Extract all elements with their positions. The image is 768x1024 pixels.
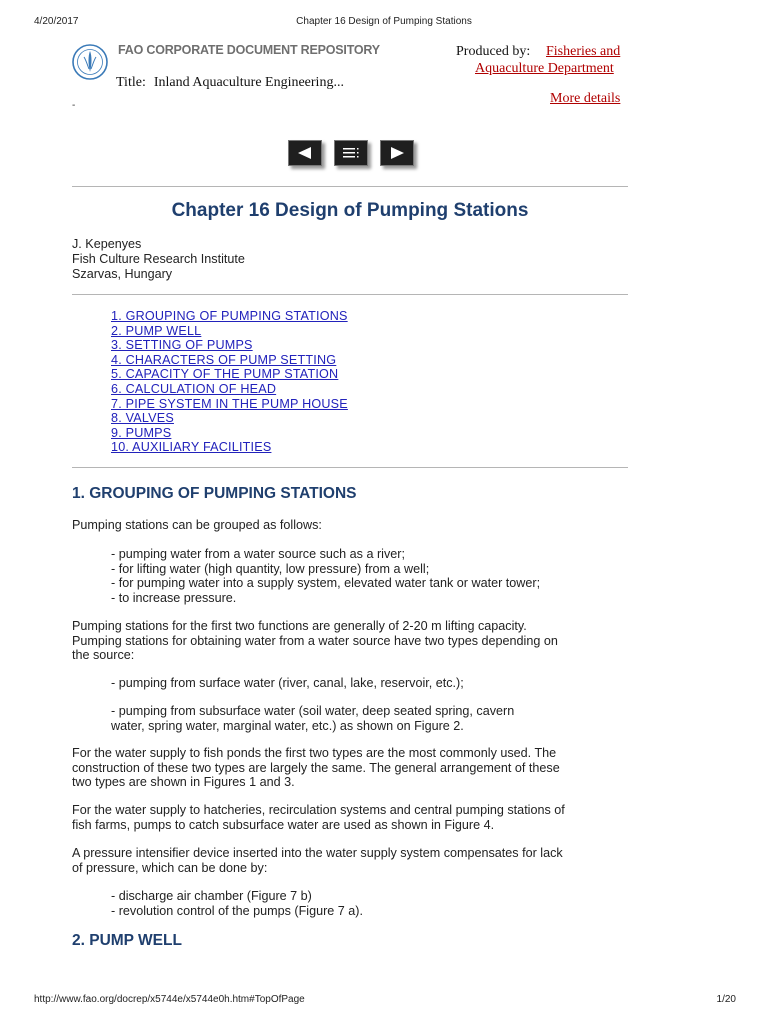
toc-link[interactable]: 8. VALVES — [111, 411, 174, 426]
author-institute: Fish Culture Research Institute — [72, 252, 245, 266]
divider — [72, 186, 628, 187]
next-page-button[interactable] — [380, 140, 414, 166]
author-block — [72, 237, 245, 282]
paragraph-line: the source: — [72, 648, 135, 663]
list-icon — [341, 146, 361, 160]
bullet-list — [111, 889, 363, 918]
list-item: - discharge air chamber (Figure 7 b) — [111, 889, 312, 903]
author-name: J. Kepenyes — [72, 237, 142, 251]
divider — [72, 294, 628, 295]
toc-link[interactable]: 10. AUXILIARY FACILITIES — [111, 440, 272, 455]
toc-link[interactable]: 4. CHARACTERS OF PUMP SETTING — [111, 352, 337, 367]
paragraph-line: construction of these two types are largely the same. The general arrangement of these — [72, 760, 560, 775]
toc-link[interactable]: 5. CAPACITY OF THE PUMP STATION — [111, 367, 339, 382]
paragraph-line: A pressure intensifier device inserted into the water supply system compensates for lack — [72, 846, 563, 860]
list-item: - pumping from subsurface water (soil water, deep seated spring, cavern — [111, 704, 515, 718]
toc-link[interactable]: 1. GROUPING OF PUMPING STATIONS — [111, 309, 348, 323]
left-arrow-icon — [296, 146, 314, 160]
table-of-contents — [111, 309, 348, 455]
list-item: - for pumping water into a supply system, elevated water tank or water tower; — [111, 576, 541, 591]
author-location: Szarvas, Hungary — [72, 267, 173, 281]
list-item: - pumping from surface water (river, canal, lake, reservoir, etc.); — [111, 676, 464, 690]
toc-link[interactable]: 7. PIPE SYSTEM IN THE PUMP HOUSE — [111, 396, 348, 411]
paragraph-line: of pressure, which can be done by: — [72, 860, 268, 875]
paragraph: Pumping stations can be grouped as follows: — [72, 518, 322, 532]
right-arrow-icon — [388, 146, 406, 160]
list-item: - pumping water from a water source such as a river; — [111, 547, 405, 561]
bullet-list — [111, 704, 514, 733]
paragraph-line: two types are shown in Figures 1 and 3. — [72, 775, 295, 790]
separator-dash: - — [72, 100, 76, 111]
title-label: Title: — [116, 75, 146, 90]
section-heading: 2. PUMP WELL — [72, 932, 182, 949]
title-value: Inland Aquaculture Engineering... — [153, 75, 344, 90]
paragraph — [72, 746, 628, 790]
paragraph-line: For the water supply to fish ponds the first two types are the most commonly used. The — [72, 746, 557, 760]
list-item: - for lifting water (high quantity, low pressure) from a well; — [111, 561, 430, 576]
paragraph-line: Pumping stations for the first two functions are generally of 2-20 m lifting capacity. — [72, 619, 527, 633]
divider — [72, 467, 628, 468]
print-date: 4/20/2017 — [34, 16, 79, 27]
produced-by-link-line1[interactable]: Fisheries and — [546, 44, 621, 59]
list-item: - to increase pressure. — [111, 590, 237, 605]
paragraph — [72, 619, 628, 663]
chapter-title: Chapter 16 Design of Pumping Stations — [171, 200, 529, 221]
toc-link[interactable]: 2. PUMP WELL — [111, 323, 202, 338]
toc-link[interactable]: 3. SETTING OF PUMPS — [111, 338, 253, 353]
print-url: http://www.fao.org/docrep/x5744e/x5744e0h.htm#TopOfPage — [34, 994, 305, 1005]
more-details-link[interactable]: More details — [550, 91, 621, 106]
paragraph-line: Pumping stations for obtaining water from a water source have two types depending on — [72, 633, 558, 648]
previous-page-button[interactable] — [288, 140, 322, 166]
toc-link[interactable]: 6. CALCULATION OF HEAD — [111, 381, 277, 396]
repository-name: FAO CORPORATE DOCUMENT REPOSITORY — [118, 43, 380, 57]
paragraph — [72, 846, 628, 875]
paragraph-line: For the water supply to hatcheries, recirculation systems and central pumping stations of — [72, 803, 565, 817]
paragraph — [72, 803, 628, 832]
toc-link[interactable]: 9. PUMPS — [111, 425, 172, 440]
bullet-list — [111, 547, 540, 605]
print-page-number: 1/20 — [716, 994, 736, 1005]
section-heading: 1. GROUPING OF PUMPING STATIONS — [72, 485, 357, 502]
list-item: - revolution control of the pumps (Figure 7 a). — [111, 903, 363, 918]
document-title-line — [116, 75, 344, 91]
produced-by-link-line2[interactable]: Aquaculture Department — [475, 61, 614, 76]
table-of-contents-button[interactable] — [334, 140, 368, 166]
fao-logo-icon[interactable] — [72, 44, 108, 80]
list-item: water, spring water, marginal water, etc.) as shown on Figure 2. — [111, 718, 464, 733]
print-title: Chapter 16 Design of Pumping Stations — [296, 16, 472, 27]
paragraph-line: fish farms, pumps to catch subsurface water are used as shown in Figure 4. — [72, 817, 495, 832]
produced-by-label: Produced by: — [456, 44, 531, 59]
bullet-list — [111, 676, 464, 691]
